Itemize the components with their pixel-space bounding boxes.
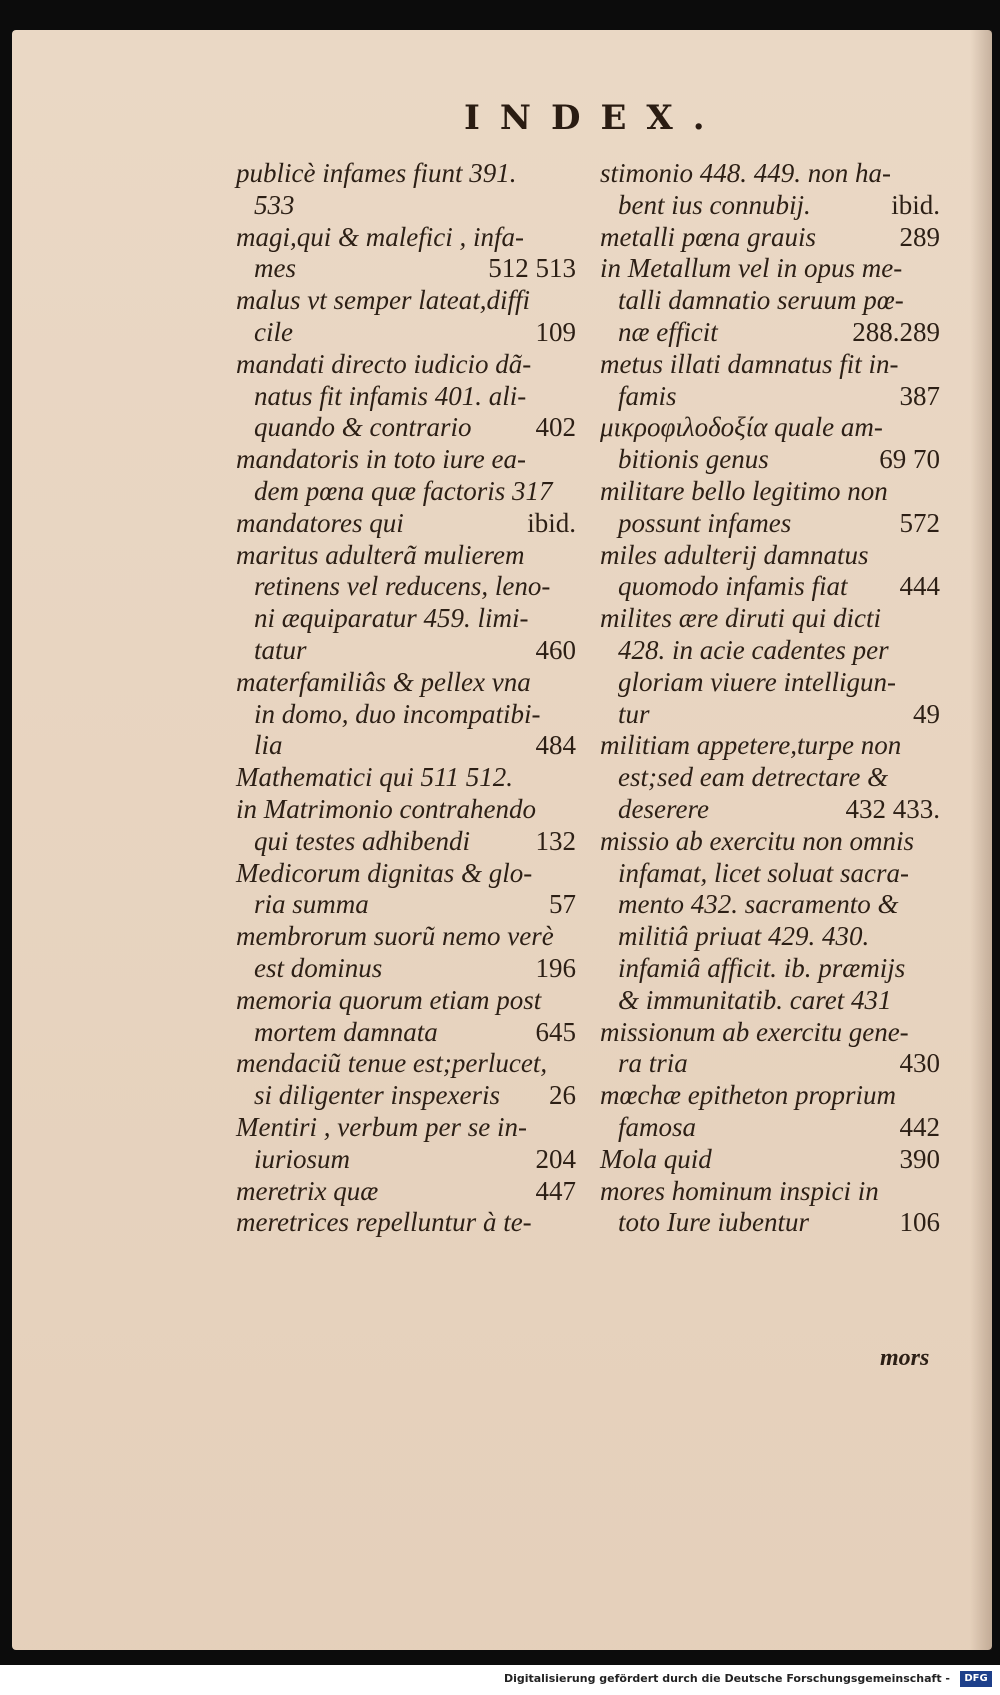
index-entry-line (600, 1017, 940, 1049)
index-entry-line (236, 921, 576, 953)
entry-text: si diligenter inspexeris (254, 1080, 500, 1111)
index-entry-line (236, 349, 576, 381)
entry-text: iuriosum (254, 1143, 351, 1174)
entry-text: 533 (254, 189, 295, 220)
entry-text: infamiâ afficit. ib. præmijs (618, 952, 906, 983)
index-entry-line (236, 317, 576, 349)
entry-page-number: ibid. (891, 189, 940, 220)
entry-text: lia (254, 730, 283, 761)
page-title: INDEX. (464, 98, 725, 138)
index-entry-line (600, 1048, 940, 1080)
index-entry-line (236, 667, 576, 699)
index-entry-line (236, 826, 576, 858)
index-entry-line (600, 1112, 940, 1144)
entry-text: est dominus (254, 952, 383, 983)
page-spine-shadow (970, 30, 992, 1650)
entry-text: infamat, licet soluat sacra- (618, 857, 909, 888)
index-entry-line (600, 921, 940, 953)
index-entry-line (600, 476, 940, 508)
index-entry-line (236, 540, 576, 572)
entry-text: Mentiri , verbum per se in- (236, 1111, 527, 1142)
index-entry-line (600, 635, 940, 667)
entry-text: qui testes adhibendi (254, 825, 470, 856)
index-column-left (236, 158, 576, 1239)
entry-text: militiam appetere,turpe non (600, 730, 902, 761)
index-entry-line (236, 953, 576, 985)
entry-text: tur (618, 698, 650, 729)
entry-text: magi,qui & malefici , infa- (236, 221, 524, 252)
entry-text: membrorum suorũ nemo verè (236, 921, 554, 952)
index-entry-line (600, 571, 940, 603)
index-entry-line (236, 1048, 576, 1080)
entry-text: bent ius connubij. (618, 189, 811, 220)
index-entry-line (236, 253, 576, 285)
entry-page-number: 442 (899, 1111, 940, 1142)
index-entry-line (600, 158, 940, 190)
entry-text: in domo, duo incompatibi- (254, 698, 541, 729)
entry-page-number: 132 (535, 825, 576, 856)
entry-text: quomodo infamis fiat (618, 571, 848, 602)
index-entry-line (236, 603, 576, 635)
entry-page-number: 512 513 (488, 253, 576, 284)
entry-text: Medicorum dignitas & glo- (236, 857, 533, 888)
entry-page-number: 26 (549, 1080, 576, 1111)
entry-text: mento 432. sacramento & (618, 889, 899, 920)
index-entry-line (236, 1144, 576, 1176)
entry-page-number: 49 (913, 698, 940, 729)
entry-text: μικροφιλοδοξία quale am- (600, 412, 883, 443)
index-entry-line (600, 730, 940, 762)
entry-page-number: 572 (899, 507, 940, 538)
entry-text: retinens vel reducens, leno- (254, 571, 551, 602)
entry-text: in Metallum vel in opus me- (600, 253, 903, 284)
index-entry-line (600, 858, 940, 890)
index-entry-line (236, 1176, 576, 1208)
entry-page-number: 390 (899, 1143, 940, 1174)
catchword: mors (880, 1345, 930, 1371)
entry-page-number: 106 (899, 1207, 940, 1238)
entry-page-number: 204 (535, 1143, 576, 1174)
index-entry-line (236, 190, 576, 222)
index-entry-line (600, 699, 940, 731)
index-entry-line (600, 381, 940, 413)
entry-text: meretrices repelluntur à te- (236, 1207, 532, 1238)
index-entry-line (236, 285, 576, 317)
entry-text: militiâ priuat 429. 430. (618, 921, 870, 952)
entry-text: famis (618, 380, 677, 411)
entry-text: talli damnatio seruum pœ- (618, 285, 904, 316)
entry-text: maritus adulterã mulierem (236, 539, 525, 570)
dfg-logo: DFG (960, 1671, 992, 1687)
index-entry-line (236, 699, 576, 731)
entry-page-number: 402 (535, 412, 576, 443)
index-entry-line (600, 794, 940, 826)
entry-text: gloriam viuere intelligun- (618, 666, 896, 697)
entry-text: quando & contrario (254, 412, 472, 443)
entry-page-number: 430 (899, 1048, 940, 1079)
entry-text: mandati directo iudicio dã- (236, 348, 532, 379)
entry-page-number: 109 (535, 316, 576, 347)
index-entry-line (236, 889, 576, 921)
entry-text: milites ære diruti qui dicti (600, 603, 881, 634)
entry-text: Mola quid (600, 1143, 712, 1174)
entry-page-number: 289 (899, 221, 940, 252)
index-entry-line (236, 412, 576, 444)
index-entry-line (600, 603, 940, 635)
entry-text: famosa (618, 1111, 697, 1142)
index-entry-line (600, 1207, 940, 1239)
index-entry-line (236, 508, 576, 540)
entry-text: materfamiliâs & pellex vna (236, 666, 531, 697)
entry-text: natus fit infamis 401. ali- (254, 380, 527, 411)
entry-text: metalli pœna grauis (600, 221, 817, 252)
index-entry-line (236, 985, 576, 1017)
index-entry-line (600, 1144, 940, 1176)
index-entry-line (600, 762, 940, 794)
entry-text: memoria quorum etiam post (236, 984, 542, 1015)
index-entry-line (600, 826, 940, 858)
entry-text: ra tria (618, 1048, 688, 1079)
index-entry-line (236, 794, 576, 826)
index-entry-line (236, 476, 576, 508)
index-entry-line (600, 540, 940, 572)
index-entry-line (236, 444, 576, 476)
index-entry-line (600, 508, 940, 540)
footer-credit: Digitalisierung gefördert durch die Deutsche Forschungsgemeinschaft - (503, 1672, 950, 1685)
entry-page-number: 484 (535, 730, 576, 761)
entry-text: publicè infames fiunt 391. (236, 158, 517, 188)
entry-text: bitionis genus (618, 444, 769, 475)
entry-page-number: 460 (535, 634, 576, 665)
entry-text: meretrix quæ (236, 1175, 379, 1206)
entry-text: mortem damnata (254, 1016, 438, 1047)
entry-text: militare bello legitimo non (600, 475, 888, 506)
index-entry-line (600, 1176, 940, 1208)
index-entry-line (600, 1080, 940, 1112)
index-entry-line (600, 953, 940, 985)
entry-page-number: ibid. (527, 507, 576, 538)
index-entry-line (600, 222, 940, 254)
entry-page-number: 57 (549, 889, 576, 920)
entry-text: mes (254, 253, 296, 284)
index-entry-line (600, 412, 940, 444)
entry-text: 428. in acie cadentes per (618, 634, 889, 665)
index-entry-line (236, 730, 576, 762)
entry-page-number: 196 (535, 952, 576, 983)
entry-page-number: 444 (899, 571, 940, 602)
index-entry-line (236, 1080, 576, 1112)
entry-text: Mathematici qui 511 512. (236, 762, 513, 793)
index-entry-line (600, 889, 940, 921)
index-entry-line (236, 381, 576, 413)
entry-text: dem pœna quæ factoris 317 (254, 475, 553, 506)
entry-page-number: 645 (535, 1016, 576, 1047)
index-entry-line (600, 444, 940, 476)
entry-text: malus vt semper lateat,diffi (236, 285, 530, 316)
index-entry-line (600, 317, 940, 349)
index-entry-line (600, 190, 940, 222)
index-entry-line (236, 1017, 576, 1049)
entry-page-number: 387 (899, 380, 940, 411)
index-entry-line (236, 858, 576, 890)
entry-text: missionum ab exercitu gene- (600, 1016, 909, 1047)
entry-text: cile (254, 316, 293, 347)
entry-text: ni æquiparatur 459. limi- (254, 603, 529, 634)
entry-text: mandatoris in toto iure ea- (236, 444, 526, 475)
digitization-footer (0, 1665, 1000, 1695)
entry-text: næ efficit (618, 316, 718, 347)
entry-text: miles adulterij damnatus (600, 539, 869, 570)
entry-text: & immunitatib. caret 431 (618, 984, 892, 1015)
index-entry-line (236, 762, 576, 794)
entry-text: stimonio 448. 449. non ha- (600, 158, 892, 188)
entry-text: mores hominum inspici in (600, 1175, 879, 1206)
index-entry-line (236, 1207, 576, 1239)
entry-text: est;sed eam detrectare & (618, 762, 889, 793)
index-entry-line (600, 349, 940, 381)
index-entry-line (236, 158, 576, 190)
index-entry-line (236, 1112, 576, 1144)
index-entry-line (600, 667, 940, 699)
entry-text: mœchæ epitheton proprium (600, 1080, 896, 1111)
entry-text: possunt infames (618, 507, 792, 538)
index-column-right (600, 158, 940, 1239)
entry-page-number: 288.289 (852, 316, 940, 347)
entry-page-number: 432 433. (845, 793, 940, 824)
index-entry-line (236, 571, 576, 603)
entry-page-number: 447 (535, 1175, 576, 1206)
index-entry-line (600, 985, 940, 1017)
entry-text: in Matrimonio contrahendo (236, 793, 536, 824)
entry-page-number: 69 70 (879, 444, 940, 475)
entry-text: missio ab exercitu non omnis (600, 825, 914, 856)
index-entry-line (236, 635, 576, 667)
entry-text: tatur (254, 634, 307, 665)
entry-text: metus illati damnatus fit in- (600, 348, 899, 379)
entry-text: mendaciũ tenue est;perlucet, (236, 1048, 548, 1079)
entry-text: mandatores qui (236, 507, 404, 538)
index-entry-line (600, 285, 940, 317)
entry-text: ria summa (254, 889, 369, 920)
index-entry-line (600, 253, 940, 285)
index-entry-line (236, 222, 576, 254)
entry-text: toto Iure iubentur (618, 1207, 809, 1238)
entry-text: deserere (618, 793, 709, 824)
